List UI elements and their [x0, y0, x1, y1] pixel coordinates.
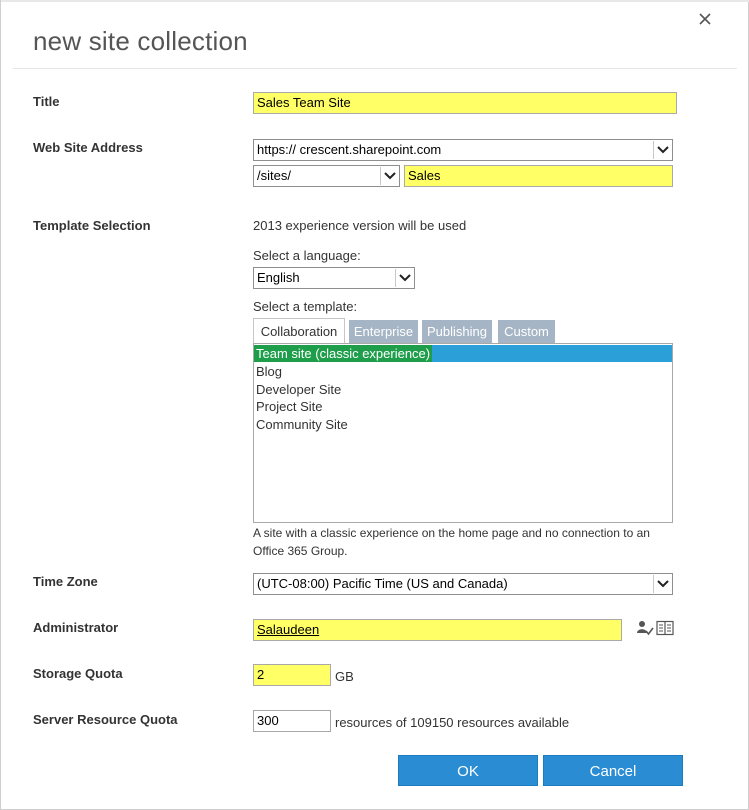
timezone-value: (UTC-08:00) Pacific Time (US and Canada)	[257, 576, 508, 591]
close-icon[interactable]	[696, 10, 714, 28]
storage-unit: GB	[335, 669, 354, 684]
tab-enterprise[interactable]: Enterprise	[349, 320, 418, 344]
list-item-project-site[interactable]: Project Site	[256, 399, 323, 414]
list-item-blog[interactable]: Blog	[256, 364, 283, 379]
template-description-line2: Office 365 Group.	[253, 544, 348, 558]
chevron-down-icon[interactable]	[653, 575, 671, 593]
resource-quota-label: Server Resource Quota	[33, 712, 178, 727]
address-book-icon[interactable]	[656, 619, 674, 637]
template-selection-label: Template Selection	[33, 218, 151, 233]
list-item-team-site[interactable]: Team site (classic experience)	[256, 346, 431, 361]
title-divider	[13, 68, 737, 69]
administrator-label: Administrator	[33, 620, 119, 635]
timezone-select[interactable]	[253, 573, 673, 595]
path-value: /sites/	[257, 168, 291, 183]
list-item-community-site[interactable]: Community Site	[256, 417, 348, 432]
template-listbox[interactable]	[253, 343, 673, 523]
title-input[interactable]: Sales Team Site	[253, 92, 677, 114]
person-check-icon[interactable]	[636, 619, 654, 637]
resource-quota-input[interactable]: 300	[253, 710, 331, 732]
domain-select[interactable]	[253, 139, 673, 161]
ok-button[interactable]: OK	[398, 755, 538, 786]
timezone-label: Time Zone	[33, 574, 98, 589]
list-item-developer-site[interactable]: Developer Site	[256, 382, 342, 397]
top-border	[1, 0, 749, 2]
cancel-button[interactable]: Cancel	[543, 755, 683, 786]
experience-note: 2013 experience version will be used	[253, 218, 467, 233]
chevron-down-icon[interactable]	[380, 167, 398, 185]
language-prompt: Select a language:	[253, 248, 361, 263]
chevron-down-icon[interactable]	[395, 269, 413, 287]
tab-custom[interactable]: Custom	[498, 320, 555, 344]
domain-value: https:// crescent.sharepoint.com	[257, 142, 442, 157]
administrator-input[interactable]: Salaudeen	[253, 619, 622, 641]
chevron-down-icon[interactable]	[653, 141, 671, 159]
tab-collaboration[interactable]: Collaboration	[253, 318, 345, 345]
template-description-line1: A site with a classic experience on the home page and no connection to an	[253, 526, 650, 540]
title-label: Title	[33, 94, 60, 109]
storage-quota-input[interactable]: 2	[253, 664, 331, 686]
path-select[interactable]	[253, 165, 400, 187]
tab-publishing[interactable]: Publishing	[422, 320, 492, 344]
language-select[interactable]	[253, 267, 415, 289]
web-address-label: Web Site Address	[33, 140, 143, 155]
language-value: English	[257, 270, 300, 285]
dialog-title: new site collection	[33, 26, 248, 56]
storage-quota-label: Storage Quota	[33, 666, 123, 681]
resource-quota-suffix: resources of 109150 resources available	[335, 715, 570, 730]
url-suffix-input[interactable]: Sales	[404, 165, 673, 187]
template-prompt: Select a template:	[253, 299, 358, 314]
